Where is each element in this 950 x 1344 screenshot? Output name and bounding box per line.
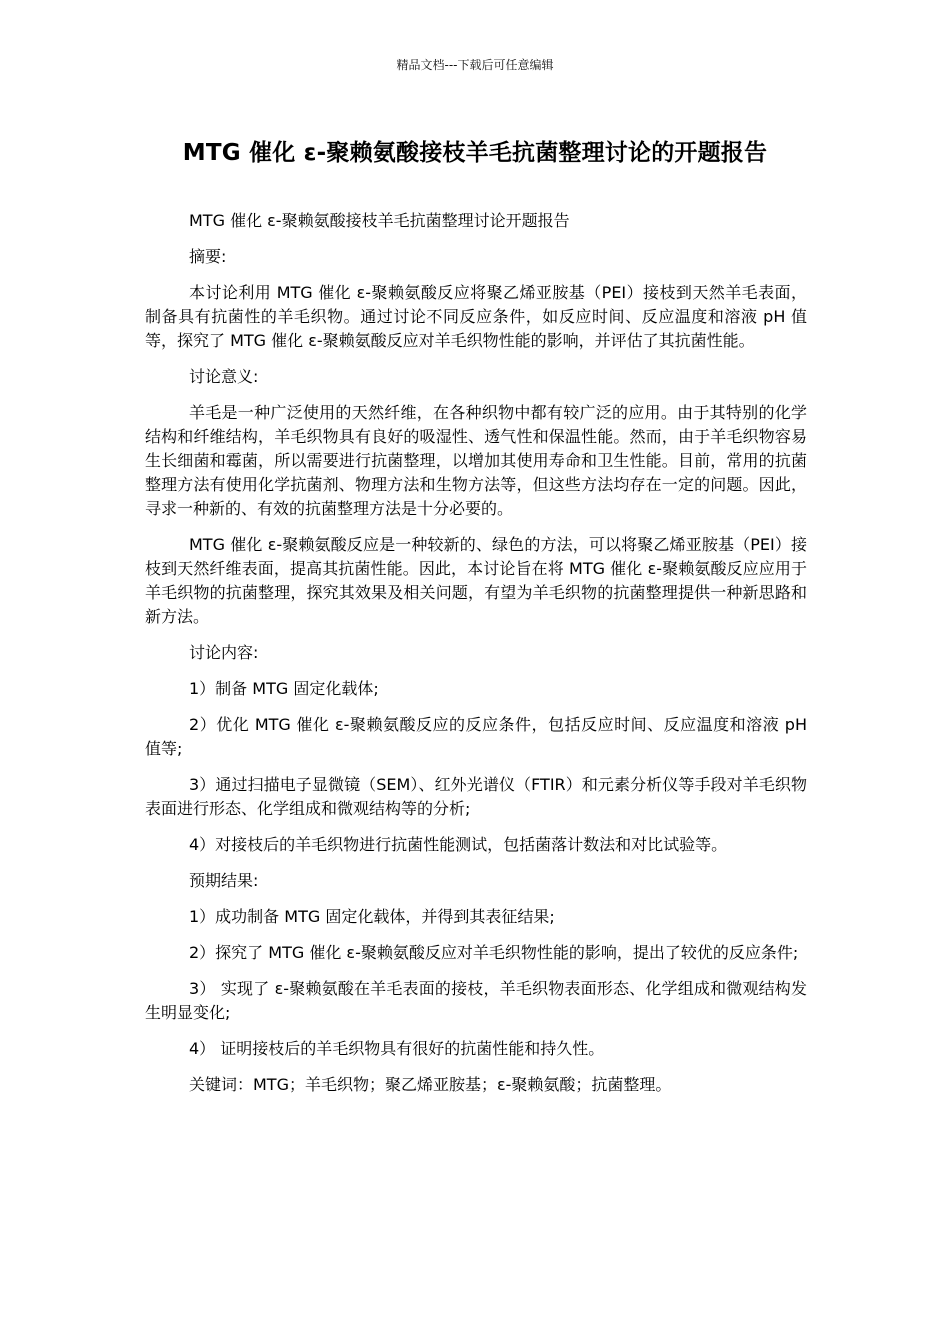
content-heading: 讨论内容: <box>189 643 259 662</box>
content-item-1: 1）制备 MTG 固定化载体; <box>189 679 379 698</box>
abstract-heading: 摘要: <box>189 247 227 266</box>
significance-paragraph-2: MTG 催化 ε-聚赖氨酸反应是一种较新的、绿色的方法，可以将聚乙烯亚胺基（PEI）接枝到天然纤维表面，提高其抗菌性能。因此，本讨论旨在将 MTG 催化 ε-聚赖氨酸反应应用于羊毛织物的抗菌整理，探究其效果及相关问题，有望为羊毛织物的抗菌整理提供一种新思路和新方法。 <box>145 535 807 626</box>
document-title: MTG 催化 ε-聚赖氨酸接枝羊毛抗菌整理讨论的开题报告 <box>182 140 768 166</box>
result-item-2: 2）探究了 MTG 催化 ε-聚赖氨酸反应对羊毛织物性能的影响，提出了较优的反应条件; <box>189 943 799 962</box>
significance-heading: 讨论意义: <box>189 367 259 386</box>
document-body <box>145 209 807 1109</box>
results-heading: 预期结果: <box>189 871 259 890</box>
subtitle-paragraph: MTG 催化 ε-聚赖氨酸接枝羊毛抗菌整理讨论开题报告 <box>189 211 570 230</box>
page-header: 精品文档---下载后可任意编辑 <box>396 58 554 72</box>
keywords-paragraph: 关键词：MTG；羊毛织物；聚乙烯亚胺基；ε-聚赖氨酸；抗菌整理。 <box>189 1075 672 1094</box>
content-item-2: 2）优化 MTG 催化 ε-聚赖氨酸反应的反应条件，包括反应时间、反应温度和溶液 pH 值等; <box>145 715 807 758</box>
result-item-3: 3） 实现了 ε-聚赖氨酸在羊毛表面的接枝，羊毛织物表面形态、化学组成和微观结构发生明显变化; <box>145 979 807 1022</box>
result-item-4: 4） 证明接枝后的羊毛织物具有很好的抗菌性能和持久性。 <box>189 1039 605 1058</box>
result-item-1: 1）成功制备 MTG 固定化载体，并得到其表征结果; <box>189 907 555 926</box>
content-item-3: 3）通过扫描电子显微镜（SEM）、红外光谱仪（FTIR）和元素分析仪等手段对羊毛织物表面进行形态、化学组成和微观结构等的分析; <box>145 775 807 818</box>
significance-paragraph-1: 羊毛是一种广泛使用的天然纤维，在各种织物中都有较广泛的应用。由于其特别的化学结构和纤维结构，羊毛织物具有良好的吸湿性、透气性和保温性能。然而，由于羊毛织物容易生长细菌和霉菌，所以需要进行抗菌整理，以增加其使用寿命和卫生性能。目前，常用的抗菌整理方法有使用化学抗菌剂、物理方法和生物方法等，但这些方法均存在一定的问题。因此，寻求一种新的、有效的抗菌整理方法是十分必要的。 <box>145 403 807 518</box>
abstract-paragraph: 本讨论利用 MTG 催化 ε-聚赖氨酸反应将聚乙烯亚胺基（PEI）接枝到天然羊毛表面，制备具有抗菌性的羊毛织物。通过讨论不同反应条件，如反应时间、反应温度和溶液 pH 值等，探究了 MTG 催化 ε-聚赖氨酸反应对羊毛织物性能的影响，并评估了其抗菌性能。 <box>145 283 807 350</box>
content-item-4: 4）对接枝后的羊毛织物进行抗菌性能测试，包括菌落计数法和对比试验等。 <box>189 835 728 854</box>
